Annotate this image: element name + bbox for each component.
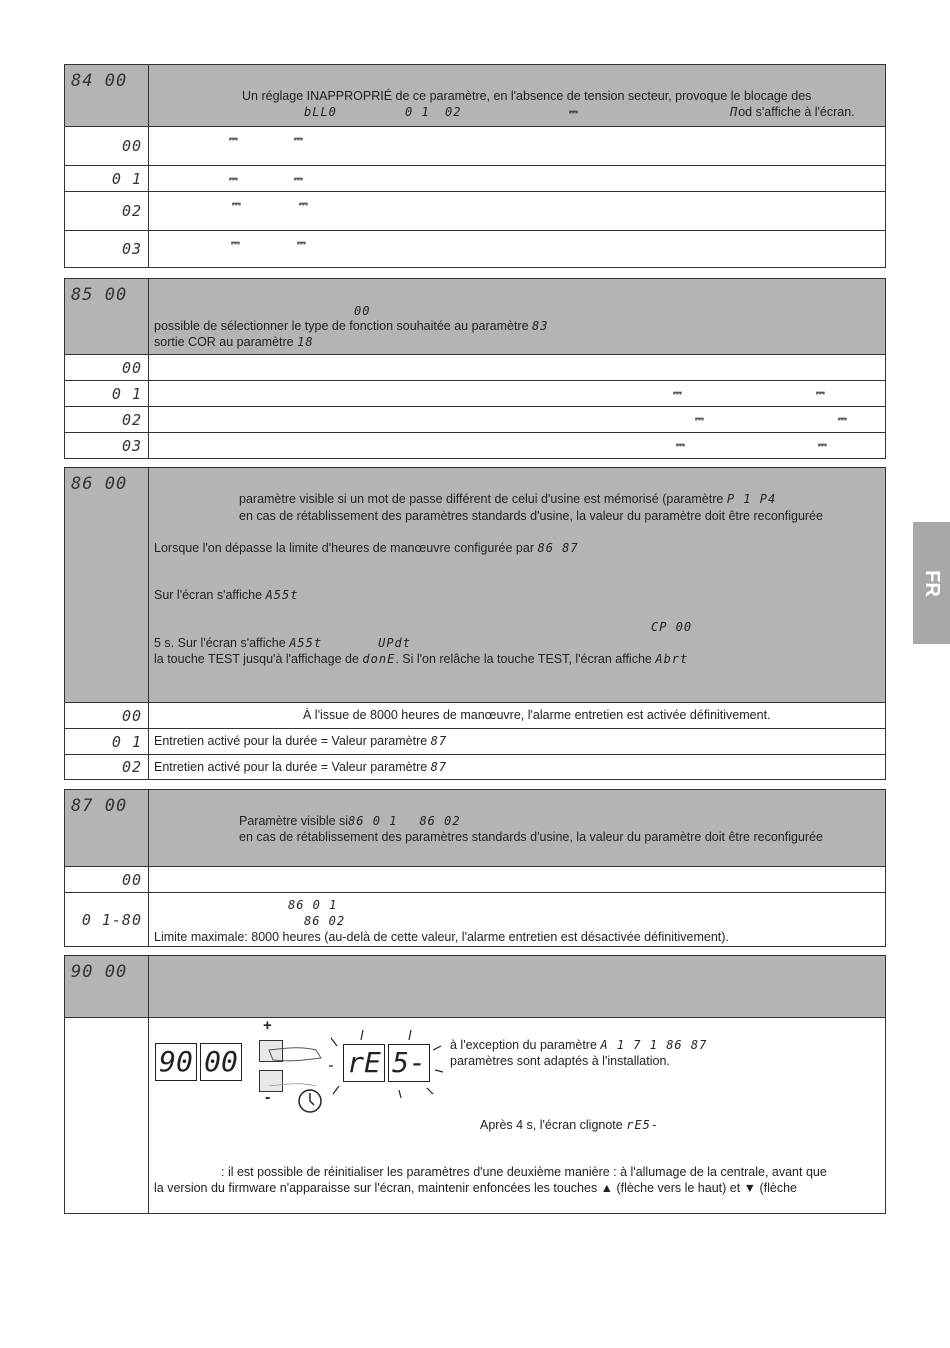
- param-86-line: paramètre visible si un mot de passe différent de celui d'usine est mémorisé (paramètre P 1 P4: [239, 492, 777, 506]
- dc-symbol: ⎓: [818, 438, 826, 451]
- param-85-table: [64, 278, 886, 459]
- param-90-line: la version du firmware n'apparaisse sur l'écran, maintenir enfoncées les touches ▲ (flèche vers le haut) et ▼ (flèche: [154, 1181, 798, 1195]
- param-code: 86 00: [65, 468, 149, 702]
- param-code: 87 00: [65, 790, 149, 866]
- param-84-header: [65, 65, 885, 126]
- param-code: 85 00: [65, 279, 149, 354]
- param-86-line: en cas de rétablissement des paramètres standards d'usine, la valeur du paramètre doit être reconfigurée: [239, 509, 823, 523]
- option-code: 02: [65, 192, 149, 230]
- seg-code: 02: [445, 105, 462, 119]
- language-tab-fr: [913, 522, 950, 644]
- option-text: Entretien activé pour la durée = Valeur paramètre 87: [154, 760, 448, 774]
- param-87-description: [149, 790, 885, 866]
- param-84-option: [65, 126, 885, 165]
- param-84-tail: Πod s'affiche à l'écran.: [730, 105, 855, 119]
- seg-code: CP 00: [651, 620, 693, 634]
- seg-code: bLL0: [304, 105, 337, 119]
- param-85-option: [65, 380, 885, 406]
- option-code: 0 1: [65, 166, 149, 191]
- option-text: À l'issue de 8000 heures de manœuvre, l'alarme entretien est activée définitivement.: [303, 708, 771, 722]
- dc-symbol: ⎓: [232, 197, 240, 210]
- param-86-line: la touche TEST jusqu'à l'affichage de donE. Si l'on relâche la touche TEST, l'écran affiche Abrt: [154, 652, 689, 666]
- display-digits: 90: [155, 1043, 197, 1081]
- param-code: 90 00: [65, 956, 149, 1017]
- option-code: 0 1: [65, 729, 149, 754]
- param-85-option: [65, 354, 885, 380]
- param-84-option: [65, 191, 885, 230]
- dc-symbol: ⎓: [676, 438, 684, 451]
- param-90-line: paramètres sont adaptés à l'installation.: [450, 1054, 670, 1068]
- dc-symbol: ⎓: [695, 412, 703, 425]
- param-84-warning: Un réglage INAPPROPRIÉ de ce paramètre, en l'absence de tension secteur, provoque le blocage des: [242, 89, 812, 103]
- dc-symbol: ⎓: [294, 132, 302, 145]
- param-86-option: [65, 728, 885, 754]
- dc-symbol: ⎓: [231, 236, 239, 249]
- option-code: 0 1: [65, 381, 149, 406]
- display-digits: 00: [200, 1043, 242, 1081]
- param-85-line: sortie COR au paramètre 18: [154, 335, 314, 349]
- param-86-line: Sur l'écran s'affiche A55t: [154, 588, 299, 602]
- param-84-description: [149, 65, 885, 126]
- param-86-table: [64, 467, 886, 780]
- dc-symbol: ⎓: [229, 132, 237, 145]
- param-90-table: [64, 955, 886, 1214]
- param-90-header: [65, 956, 885, 1017]
- option-text: Limite maximale: 8000 heures (au-delà de cette valeur, l'alarme entretien est désactivée définitivement).: [154, 930, 729, 944]
- dc-symbol: ⎓: [229, 172, 237, 185]
- param-85-line: possible de sélectionner le type de fonction souhaitée au paramètre 83: [154, 319, 549, 333]
- option-code: 02: [65, 755, 149, 779]
- param-86-line: Lorsque l'on dépasse la limite d'heures de manœuvre configurée par 86 87: [154, 541, 579, 555]
- option-code: 03: [65, 433, 149, 458]
- param-86-option: [65, 702, 885, 728]
- dc-symbol: ⎓: [816, 386, 824, 399]
- param-87-line: en cas de rétablissement des paramètres standards d'usine, la valeur du paramètre doit être reconfigurée: [239, 830, 823, 844]
- res-display: [343, 1044, 430, 1082]
- param-86-description: [149, 468, 885, 702]
- param-90-line: : il est possible de réinitialiser les paramètres d'une deuxième manière : à l'allumage de la centrale, avant que: [221, 1165, 827, 1179]
- dc-symbol: ⎓: [838, 412, 846, 425]
- seg-code: 00: [354, 304, 371, 318]
- param-87-table: [64, 789, 886, 947]
- minus-label: -: [265, 1089, 271, 1106]
- dc-symbol: ⎓: [673, 386, 681, 399]
- param-87-line: Paramètre visible si86 0 1 86 02: [239, 814, 461, 828]
- display-digits: 5-: [388, 1044, 430, 1082]
- clock-icon: [297, 1088, 323, 1114]
- dc-symbol: ⎓: [294, 172, 302, 185]
- option-code: 00: [65, 355, 149, 380]
- language-tab-label: FR: [920, 569, 943, 597]
- param-85-option: [65, 432, 885, 458]
- seven-seg-display: [155, 1043, 242, 1081]
- option-code: 02: [65, 407, 149, 432]
- param-90-body: [65, 1017, 885, 1214]
- param-90-line: Après 4 s, l'écran clignote rE5-: [480, 1118, 660, 1132]
- plus-label: +: [263, 1017, 272, 1034]
- param-85-option: [65, 406, 885, 432]
- param-90-description: [149, 1018, 885, 1214]
- param-85-header: [65, 279, 885, 354]
- param-84-option: [65, 165, 885, 191]
- param-code: 84 00: [65, 65, 149, 126]
- param-85-description: [149, 279, 885, 354]
- seg-code: 86 0 1: [288, 898, 338, 912]
- param-87-header: [65, 790, 885, 866]
- option-code: 00: [65, 703, 149, 728]
- param-86-line: 5 s. Sur l'écran s'affiche A55t UPdt: [154, 636, 411, 650]
- option-code: 00: [65, 127, 149, 165]
- param-87-option: [65, 866, 885, 892]
- param-90-line: à l'exception du paramètre A 1 7 1 86 87: [450, 1038, 708, 1052]
- option-text: Entretien activé pour la durée = Valeur paramètre 87: [154, 734, 448, 748]
- seg-code: 86 02: [304, 914, 346, 928]
- param-86-option: [65, 754, 885, 779]
- display-digits: rE: [343, 1044, 385, 1082]
- dc-symbol: ⎓: [569, 105, 577, 118]
- seg-code: 0 1: [405, 105, 430, 119]
- param-86-header: [65, 468, 885, 702]
- dc-symbol: ⎓: [299, 197, 307, 210]
- param-87-option: [65, 892, 885, 946]
- option-code: 03: [65, 231, 149, 267]
- param-84-option: [65, 230, 885, 267]
- option-code: 00: [65, 867, 149, 892]
- dc-symbol: ⎓: [297, 236, 305, 249]
- param-84-table: [64, 64, 886, 268]
- option-code: 0 1-80: [65, 893, 149, 946]
